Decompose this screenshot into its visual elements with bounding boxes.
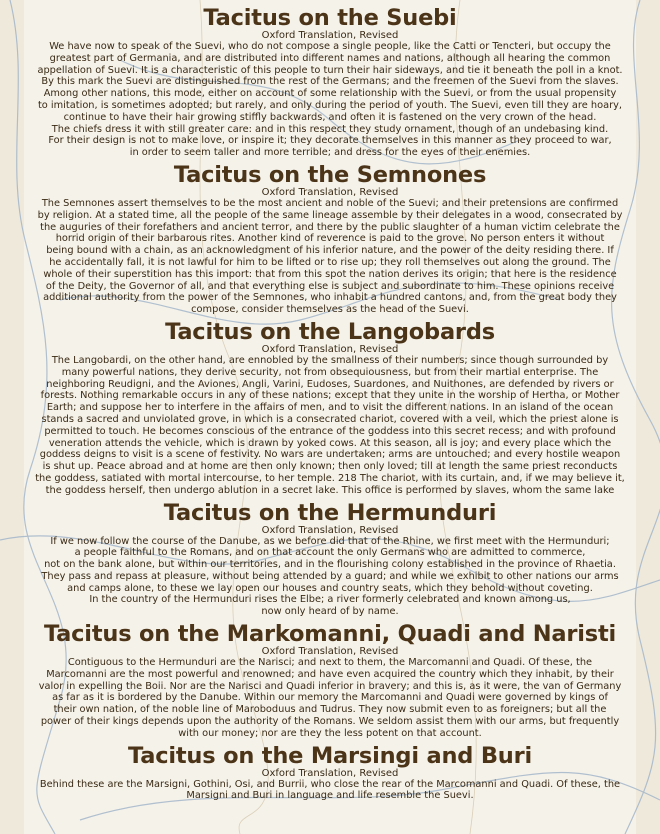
section-body: Behind these are the Marsigni, Gothini, Osi, and Burrii, who close the rear of the Marcomanni and Quadi. Of these, the Marsigni and Buri in language and life resemble the Suevi.	[39, 778, 621, 802]
section-body: Contiguous to the Hermunduri are the Narisci; and next to them, the Marcomanni and Quadi. Of these, the Marcomanni are the most powerful and renowned; and have even acquired the country which they inhabit, by their valor in expelling the Boii. Nor are the Narisci and Quadi inferior in bravery; and this is, as it were, the van of Germany as far as it is bordered by the Danube. Within our memory the Marcomanni and Quadi were governed by kings of their own nation, of the noble line of Maroboduus and Tudrus. They now submit even to as foreigners; but all the power of their kings depends upon the authority of the Romans. We seldom assist them with our arms, but frequently with our money; nor are they the less potent on that account.	[38, 657, 622, 739]
section-semnones	[8, 163, 652, 316]
section-subtitle: Oxford Translation, Revised	[261, 343, 399, 355]
section-title: Tacitus on the Semnones	[173, 161, 487, 188]
section-marsingi	[8, 744, 652, 803]
section-title: Tacitus on the Hermunduri	[163, 499, 497, 526]
section-suebi	[8, 6, 652, 159]
section-title: Tacitus on the Marsingi and Buri	[127, 742, 533, 769]
section-subtitle: Oxford Translation, Revised	[261, 30, 399, 41]
section-body: The Semnones assert themselves to be the most ancient and noble of the Suevi; and their pretensions are confirmed by religion. At a stated time, all the people of the same lineage assemble by their delegates in a wood, consecrated by the auguries of their forefathers and ancient terror, and there by the public slaughter of a human victim celebrate the horrid origin of their barbarous rites. Another kind of reverence is paid to the grove. No person enters it without being bound with a chain, as an acknowledgment of his inferior nature, and the power of the deity residing there. If he accidentally fall, it is not lawful for him to be lifted or to rise up; they roll themselves out along the ground. The whole of their superstition has this import: that from this spot the nation derives its origin; that here is the residence of the Deity, the Governor of all, and that everything else is subject and subordinate to him. These opinions receive additional authority from the power of the Semnones, who inhabit a hundred cantons, and, from the great body they compose, consider themselves as the head of the Suevi.	[37, 197, 623, 316]
section-subtitle: Oxford Translation, Revised	[261, 524, 399, 536]
section-subtitle: Oxford Translation, Revised	[261, 646, 399, 658]
section-langobards	[8, 320, 652, 497]
section-title: Tacitus on the Suebi	[203, 5, 457, 31]
document-content	[8, 6, 652, 802]
section-body: The Langobardi, on the other hand, are ennobled by the smallness of their numbers; since though surrounded by many powerful nations, they derive security, not from obsequiousness, but from their martial enterprise. The neighboring Reudigni, and the Aviones, Angli, Varini, Eudoses, Suardones, and Nuithones, are defended by rivers or forests. Nothing remarkable occurs in any of these nations; except that they unite in the worship of Hertha, or Mother Earth; and suppose her to interfere in the affairs of men, and to visit the different nations. In an island of the ocean stands a sacred and unviolated grove, in which is a consecrated chariot, covered with a veil, which the priest alone is permitted to touch. He becomes conscious of the entrance of the goddess into this secret recess; and with profound veneration attends the vehicle, which is drawn by yoked cows. At this season, all is joy; and every place which the goddess deigns to visit is a scene of festivity. No wars are undertaken; arms are untouched; and every hostile weapon is shut up. Peace abroad and at home are then only known; then only loved; till at length the same priest reconducts the goddess, satiated with mortal intercourse, to her temple. 218 The chariot, with its curtain, and, if we may believe it, the goddess herself, then undergo ablution in a secret lake. This office is performed by slaves, whom the same lake	[35, 354, 625, 496]
section-subtitle: Oxford Translation, Revised	[261, 186, 399, 198]
section-hermunduri	[8, 501, 652, 619]
section-body: We have now to speak of the Suevi, who do not compose a single people, like the Catti or Tencteri, but occupy the greatest part of Germania, and are distributed into different names and nations, although all hearing the common appellation of Suevi. It is a characteristic of this people to turn their hair sideways, and tie it beneath the poll in a knot. By this mark the Suevi are distinguished from the rest of the Germans; and the freemen of the Suevi from the slaves. Among other nations, this mode, either on account of some relationship with the Suevi, or from the usual propensity to imitation, is sometimes adopted; but rarely, and only during the period of youth. The Suevi, even till they are hoary, continue to have their hair growing stiffly backwards, and often it is fastened on the very crown of the head. The chiefs dress it with still greater care: and in this respect they study ornament, though of an undebasing kind. For their design is not to make love, or inspire it; they decorate themselves in this manner as they proceed to war, in order to seem taller and more terrible; and dress for the eyes of their enemies.	[37, 41, 623, 159]
section-title: Tacitus on the Markomanni, Quadi and Naristi	[43, 621, 617, 648]
section-subtitle: Oxford Translation, Revised	[261, 767, 399, 779]
section-markomanni	[8, 622, 652, 740]
section-title: Tacitus on the Langobards	[165, 318, 495, 345]
section-body: If we now follow the course of the Danube, as we before did that of the Rhine, we first meet with the Hermunduri; a people faithful to the Romans, and on that account the only Germans who are admitted to commerce, not on the bank alone, but within our territories, and in the flourishing colony established in the province of Rhaetia. They pass and repass at pleasure, without being attended by a guard; and while we exhibit to other nations our arms and camps alone, to these we lay open our houses and country seats, which they behold without coveting. In the country of the Hermunduri rises the Elbe; a river formerly celebrated and known among us, now only heard of by name.	[41, 535, 619, 618]
